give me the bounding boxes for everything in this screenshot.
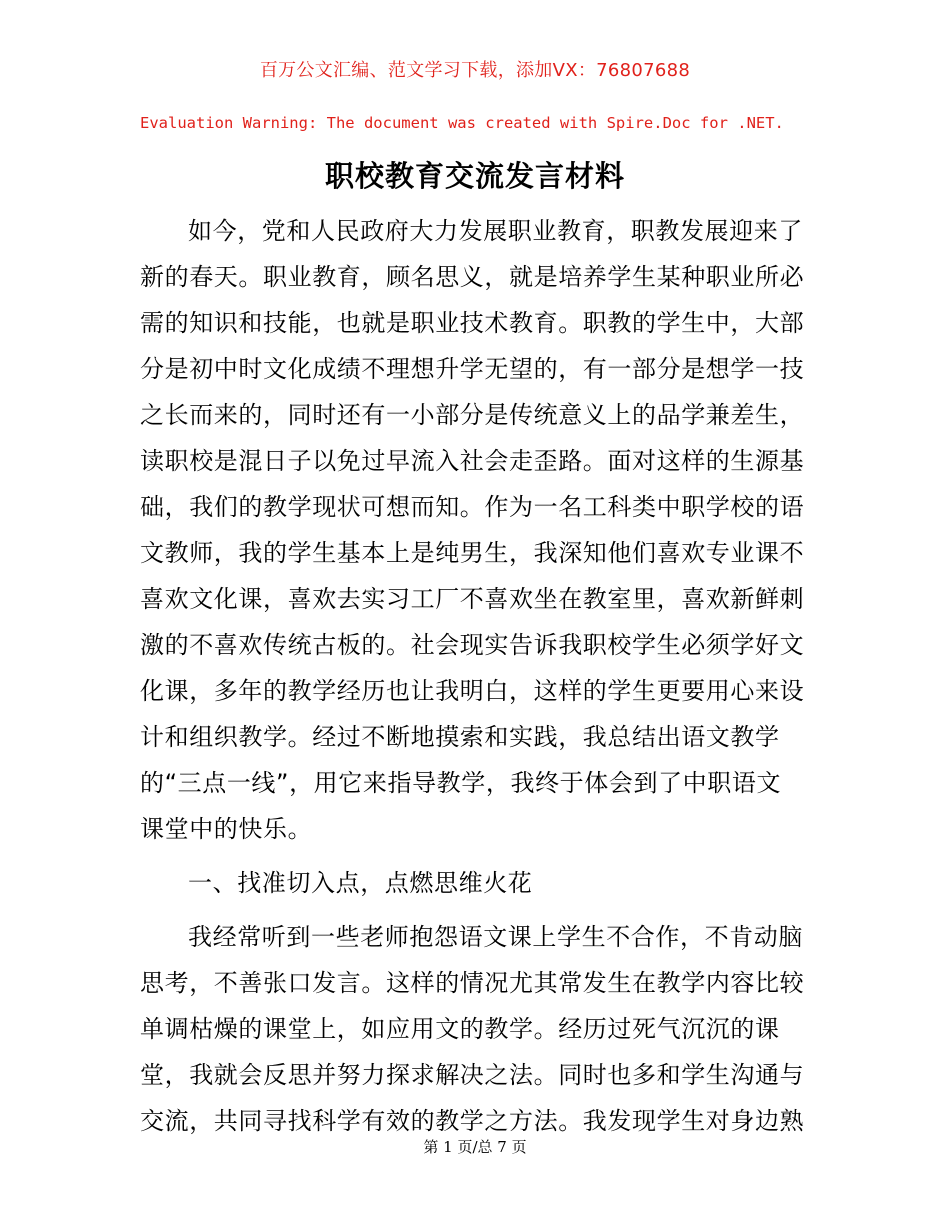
section-heading: 一、找准切入点，点燃思维火花 xyxy=(188,869,533,897)
body-line: 的“三点一线”，用它来指导教学，我终于体会到了中职语文 xyxy=(140,769,782,797)
body-line: 激的不喜欢传统古板的。社会现实告诉我职校学生必须学好文 xyxy=(140,631,805,659)
body-line: 需的知识和技能，也就是职业技术教育。职教的学生中，大部 xyxy=(140,309,805,337)
document-body xyxy=(140,208,812,1144)
body-line: 分是初中时文化成绩不理想升学无望的，有一部分是想学一技 xyxy=(140,355,805,383)
body-line: 计和组织教学。经过不断地摸索和实践，我总结出语文教学 xyxy=(140,723,780,751)
evaluation-warning: Evaluation Warning: The document was created with Spire.Doc for .NET. xyxy=(140,114,784,132)
download-banner: 百万公文汇编、范文学习下载，添加VX：76807688 xyxy=(259,60,691,81)
page-number-footer: 第 1 页/总 7 页 xyxy=(423,1138,527,1156)
body-line: 文教师，我的学生基本上是纯男生，我深知他们喜欢专业课不 xyxy=(140,539,805,567)
paragraph-gap xyxy=(140,852,812,860)
body-line: 堂，我就会反思并努力探求解决之法。同时也多和学生沟通与 xyxy=(140,1061,805,1089)
body-line: 之长而来的，同时还有一小部分是传统意义上的品学兼差生， xyxy=(140,401,805,429)
body-line: 喜欢文化课，喜欢去实习工厂不喜欢坐在教室里，喜欢新鲜刺 xyxy=(140,585,805,613)
body-line: 化课，多年的教学经历也让我明白，这样的学生更要用心来设 xyxy=(140,677,805,705)
paragraph-gap xyxy=(140,906,812,914)
body-line: 读职校是混日子以免过早流入社会走歪路。面对这样的生源基 xyxy=(140,447,805,475)
body-line: 新的春天。职业教育，顾名思义，就是培养学生某种职业所必 xyxy=(140,263,805,291)
body-line: 交流，共同寻找科学有效的教学之方法。我发现学生对身边熟 xyxy=(140,1107,805,1135)
body-line: 如今，党和人民政府大力发展职业教育，职教发展迎来了 xyxy=(188,217,803,245)
body-line: 我经常听到一些老师抱怨语文课上学生不合作，不肯动脑 xyxy=(188,923,803,951)
document-title: 职校教育交流发言材料 xyxy=(324,159,625,193)
body-line: 课堂中的快乐。 xyxy=(140,815,313,843)
body-line: 思考，不善张口发言。这样的情况尤其常发生在教学内容比较 xyxy=(140,969,805,997)
body-line: 础，我们的教学现状可想而知。作为一名工科类中职学校的语 xyxy=(140,493,805,521)
body-line: 单调枯燥的课堂上，如应用文的教学。经历过死气沉沉的课 xyxy=(140,1015,780,1043)
